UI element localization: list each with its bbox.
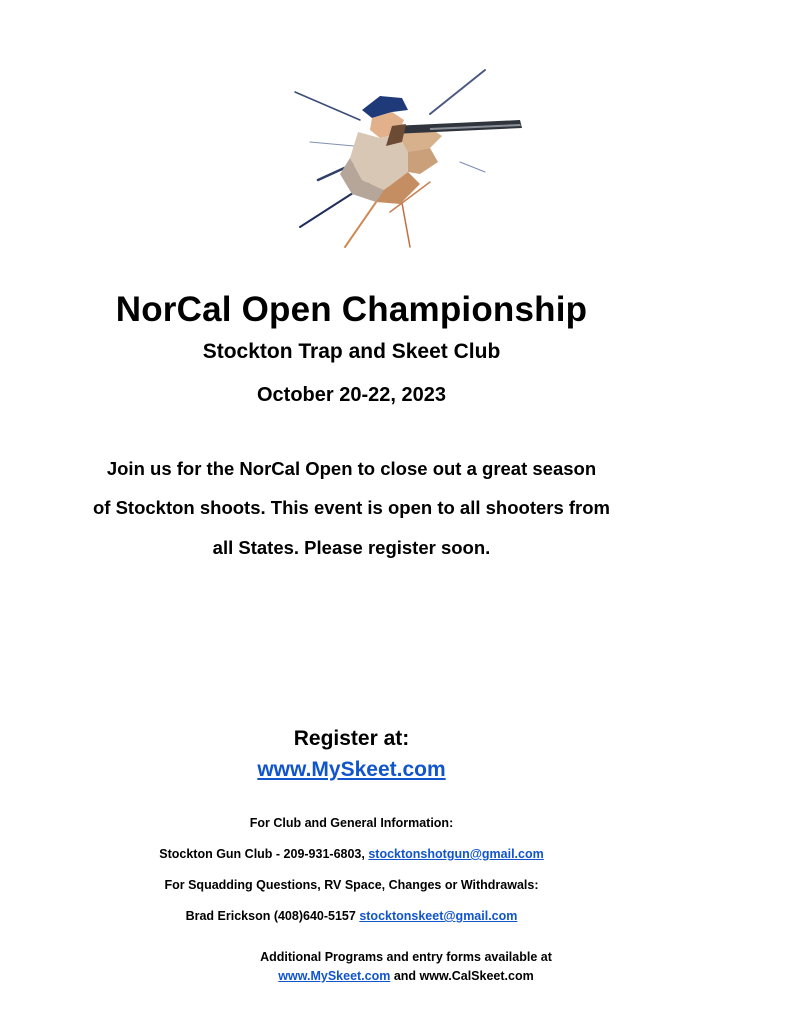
footer-line-2 <box>0 969 791 983</box>
register-heading: Register at: <box>293 727 410 750</box>
footer-and-text: and <box>390 969 420 983</box>
intro-line-1: Join us for the NorCal Open to close out a great season <box>106 458 597 479</box>
club-contact-text: Stockton Gun Club - 209-931-6803, <box>159 847 369 861</box>
footer-line-1: Additional Programs and entry forms available at <box>260 950 552 964</box>
club-name: Stockton Trap and Skeet Club <box>202 340 501 363</box>
club-email-link[interactable]: stocktonshotgun@gmail.com <box>368 847 544 861</box>
squadding-contact-text: Brad Erickson (408)640-5157 <box>185 909 360 923</box>
squadding-contact-line <box>0 909 703 923</box>
squadding-email-link[interactable]: stocktonskeet@gmail.com <box>359 909 518 923</box>
club-contact-line <box>0 847 703 861</box>
register-link-line <box>0 758 703 782</box>
myskeet-register-link[interactable]: www.MySkeet.com <box>257 758 446 781</box>
skeet-shooter-logo <box>280 62 540 252</box>
intro-line-3: all States. Please register soon. <box>212 537 491 558</box>
squadding-heading: For Squadding Questions, RV Space, Changes or Withdrawals: <box>164 878 539 892</box>
club-info-heading: For Club and General Information: <box>249 816 454 830</box>
event-title: NorCal Open Championship <box>115 290 588 329</box>
footer-myskeet-link[interactable]: www.MySkeet.com <box>278 969 391 983</box>
footer-calskeet-text: www.CalSkeet.com <box>419 969 534 983</box>
event-dates: October 20-22, 2023 <box>257 384 446 406</box>
intro-line-2: of Stockton shoots. This event is open to all shooters from <box>92 497 611 518</box>
